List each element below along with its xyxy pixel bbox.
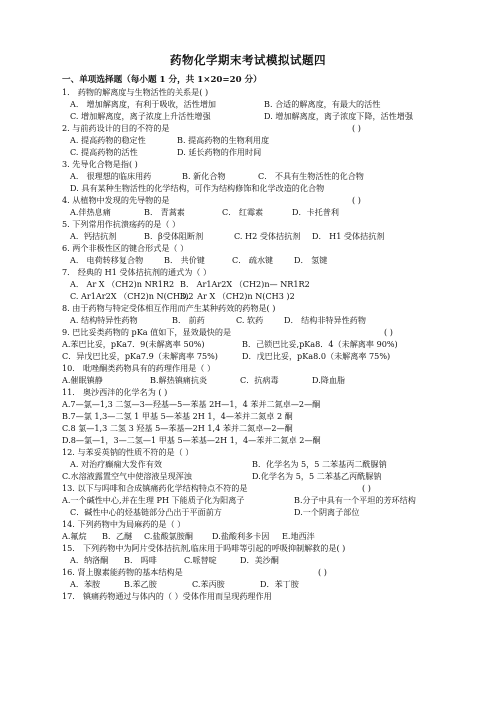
question-12-stem: 12. 与苯妥英钠的性质不符的是（ ）	[62, 447, 194, 457]
question-6-stem: 6. 两个非极性区的键合形式是（ ）	[62, 243, 189, 253]
option-a: A. 对治疗癫痫大发作有效	[70, 459, 162, 469]
option-c: C.8 氯—1,3 二氢 3 羟基 5—苯基—2H 1,4 苯并二氮卓—2—酮	[62, 423, 293, 433]
option-a: A.催眠镇静	[62, 375, 103, 385]
option-a: A.苯巴比妥，pKa7．9(未解离率 50%)	[62, 339, 205, 349]
option-a: A. 提高药物的稳定性	[70, 135, 146, 145]
option-c: C. 软药	[236, 315, 264, 325]
question-14-stem: 14. 下列药物中为局麻药的是（ ）	[62, 519, 186, 529]
option-d: D． H1 受体拮抗剂	[312, 231, 385, 241]
option-a: A.一个碱性中心,并在生理 PH 下能质子化为阳离子	[62, 495, 245, 505]
option-a: A.7—氯—1,3 二氢—3—羟基—5—苯基 2H—1，4 苯并二氮卓—2—酮	[62, 399, 321, 409]
option-b: B． 前药	[172, 315, 205, 325]
option-c: C. Ar1Ar2X （CH2)n N(CH3)2	[70, 291, 194, 301]
option-c: C.水溶液露置空气中使溶液呈现浑浊	[62, 471, 192, 481]
question-5-stem: 5. 下列常用作抗溃疡药的是（ ）	[62, 219, 181, 229]
question-4-stem: 4. 从植物中发现的先导物的是	[62, 195, 170, 205]
option-d: D. 增加解离度，离子浓度下降，活性增强	[264, 111, 413, 121]
option-a: A．纳洛酮	[70, 555, 109, 565]
question-10-stem: 10． 吡唑酮类药物具有的药理作用是（ ）	[62, 363, 216, 373]
option-d: D. 具有某种生物活性的化学结构，可作为结构修饰和化学改造的化合物	[70, 183, 325, 193]
option-b: B． 吗啡	[124, 555, 157, 565]
option-c: C.苯丙胺	[192, 579, 225, 589]
option-d: D.化学名为 5，5 二苯基乙丙酰脲钠	[252, 471, 382, 481]
option-b: B.分子中具有一个平坦的芳环结构	[294, 495, 416, 505]
question-8-stem: 8. 由于药物与特定受体相互作用而产生某种药效的药物是( )	[62, 303, 276, 313]
option-c: C．异戊巴比妥，pKa7.9（未解离率 75%)	[62, 351, 218, 361]
option-b: B. 提高药物的生物利用度	[177, 135, 270, 145]
option-c: C． 红霉素	[222, 207, 264, 217]
option-c: C． 不具有生物活性的化合物	[258, 171, 364, 181]
option-b: B.解热镇痛抗炎	[150, 375, 208, 385]
answer-blank: ( )	[318, 567, 327, 577]
option-d: D.一个阴离子部位	[294, 507, 360, 517]
question-17-stem: 17． 镇痛药物通过与体内的（ ）受体作用而呈现药理作用	[62, 591, 272, 601]
option-b: B． 共价键	[164, 255, 205, 265]
option-b: B．乙醚	[102, 531, 133, 541]
option-b: B． Ar1Ar2X （CH2)n— NR1R2	[180, 279, 310, 289]
option-b: B．β受体阻断剂	[144, 231, 204, 241]
question-2-stem: 2. 与前药设计的目的不符的是	[62, 123, 170, 133]
option-b: B.7—氯 1,3—二氢 1 甲基 5—苯基 2H 1，4—苯并二氮卓 2 酮	[62, 411, 293, 421]
option-d: D．戊巴比妥，pKa8.0（未解离率 75%)	[242, 351, 391, 361]
option-d: D． 结构非特异性药物	[284, 315, 366, 325]
option-c: C. 提高药物的活性	[70, 147, 138, 157]
option-a: A．苯胺	[70, 579, 101, 589]
option-d: D. 延长药物的作用时间	[177, 147, 262, 157]
option-a: A． 很理想的临床用药	[70, 171, 152, 181]
question-13-stem: 13. 以下与吗啡和合成镇痛药化学结构特点不符的是	[62, 483, 248, 493]
option-a: A. 结构特异性药物	[70, 315, 138, 325]
option-a: A． 电荷转移复合物	[70, 255, 144, 265]
question-3-stem: 3. 先导化合物是指( )	[62, 159, 138, 169]
option-d: D． Ar X （CH2)n N(CH3 )2	[180, 291, 295, 301]
question-9-stem: 9. 巴比妥类药物的 pKa 值如下，显效最快的是	[62, 327, 232, 337]
option-b: B． 青蒿素	[144, 207, 185, 217]
section-heading: 一、单项选择题（每小题 1 分，共 1×20=20 分）	[62, 75, 262, 85]
question-11-stem: 11． 奥沙西泮的化学名为 ( )	[62, 387, 168, 397]
option-a: A．钙拮抗剂	[70, 231, 117, 241]
option-a: A.氟烷	[62, 531, 87, 541]
answer-blank: ( )	[362, 483, 371, 493]
answer-blank: ( )	[352, 195, 361, 205]
answer-blank: ( )	[384, 327, 393, 337]
option-b: B. 合适的解离度，有最大的活性	[264, 99, 381, 109]
exam-title: 药物化学期末考试模拟试题四	[170, 53, 326, 67]
option-c: C. H2 受体拮抗剂	[234, 231, 301, 241]
option-b: B.苯乙胺	[124, 579, 157, 589]
option-c: C.哌替啶	[184, 555, 217, 565]
question-15-stem: 15． 下列药物中为阿片受体拮抗剂,临床用于吗啡等引起的呼吸抑制解救的是( )	[62, 543, 346, 553]
option-a: A.伴热息痛	[70, 207, 111, 217]
option-b: B．己锁巴比妥,pKa8．4（未解离率 90%)	[242, 339, 398, 349]
option-c: C．抗病毒	[240, 375, 279, 385]
question-16-stem: 16. 肾上腺素能药物的基本结构是	[62, 567, 183, 577]
option-c: C.盐酸氯胺酮	[144, 531, 193, 541]
option-c: C． 疏水键	[232, 255, 274, 265]
option-c: C．碱性中心的烃基链部分凸出于平面前方	[70, 507, 222, 517]
option-e: E.地西泮	[282, 531, 315, 541]
question-7-stem: 7． 经典的 H1 受体拮抗剂的通式为（ ）	[62, 267, 212, 277]
option-d: D．苯丁胺	[260, 579, 299, 589]
option-d: D．卡托普利	[292, 207, 339, 217]
answer-blank: ( )	[352, 123, 361, 133]
option-d: D.8—氯—1，3—二氢—1 甲基 5—苯基—2H 1，4—苯并二氮卓 2—酮	[62, 435, 321, 445]
option-c: C. 增加解离度，离子浓度上升活性增强	[70, 111, 211, 121]
question-1-stem: 1． 药物的解离度与生物活性的关系是( )	[62, 87, 209, 97]
option-b: B. 新化合物	[182, 171, 226, 181]
option-d: D.降血脂	[312, 375, 346, 385]
option-a: A． Ar X （CH2)n NR1R2	[70, 279, 175, 289]
option-d: D.盐酸利多卡因	[212, 531, 270, 541]
option-d: D． 氢键	[294, 255, 328, 265]
option-b: B．化学名为 5，5 二苯基丙二酰脲钠	[252, 459, 387, 469]
option-a: A． 增加解离度，有利于吸收，活性增加	[70, 99, 217, 109]
option-d: D．美沙酮	[240, 555, 279, 565]
